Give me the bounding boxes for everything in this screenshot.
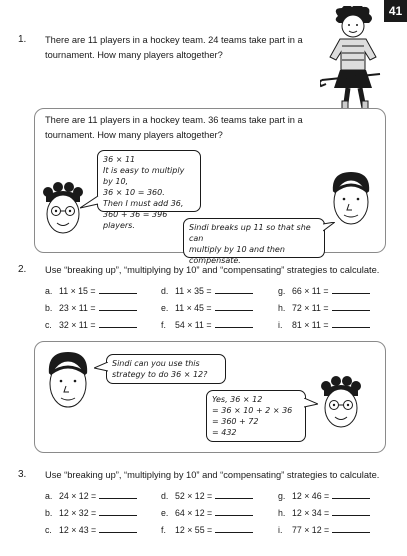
exercise-label: d. [161, 286, 169, 296]
exercise-2h [278, 302, 370, 313]
bubble-line: Then I must add 36, [103, 199, 184, 208]
exercise-label: f. [161, 525, 166, 535]
exercise-2f [161, 319, 253, 330]
bubble-line: Yes, 36 × 12 [212, 395, 263, 404]
question-2-number: 2. [18, 264, 27, 275]
exercise-3b [45, 507, 137, 518]
bubble-line: Sindi breaks up 11 so that she can [189, 223, 311, 243]
bubble-tail-icon [304, 398, 318, 410]
boy-face-illustration [43, 350, 93, 416]
answer-blank[interactable] [332, 319, 370, 328]
answer-blank[interactable] [99, 490, 137, 499]
exercise-label: a. [45, 491, 53, 501]
exercise-expression: 81 × 11 = [292, 320, 329, 330]
speech-bubble-boy-2 [106, 354, 226, 384]
question-1-text [45, 33, 325, 63]
panel-1-line-2: tournament. How many players altogether? [45, 130, 223, 140]
bubble-line: strategy to do 36 × 12? [112, 370, 208, 379]
exercise-3a [45, 490, 137, 501]
answer-blank[interactable] [332, 507, 370, 516]
exercise-expression: 12 × 43 = [59, 525, 97, 535]
question-3-text: Use “breaking up”, “multiplying by 10” and “compensating” strategies to calculate. [45, 470, 380, 480]
exercise-expression: 23 × 11 = [59, 303, 96, 313]
question-1-line-2: tournament. How many players altogether? [45, 50, 223, 60]
answer-blank[interactable] [215, 524, 253, 533]
speech-bubble-girl-2 [206, 390, 306, 442]
exercise-expression: 52 × 12 = [175, 491, 213, 501]
exercise-label: f. [161, 320, 166, 330]
answer-blank[interactable] [215, 507, 253, 516]
answer-blank[interactable] [99, 319, 137, 328]
exercise-expression: 64 × 12 = [175, 508, 213, 518]
exercise-2b [45, 302, 137, 313]
exercise-label: c. [45, 525, 52, 535]
exercise-expression: 12 × 32 = [59, 508, 97, 518]
exercise-label: e. [161, 303, 169, 313]
question-2-text: Use “breaking up”, “multiplying by 10” and “compensating” strategies to calculate. [45, 265, 380, 275]
exercise-label: i. [278, 320, 283, 330]
bubble-tail-icon [323, 222, 335, 234]
bubble-line: multiply by 10 and then [189, 245, 285, 254]
answer-blank[interactable] [332, 302, 370, 311]
exercise-expression: 12 × 55 = [175, 525, 213, 535]
exercise-2i [278, 319, 370, 330]
answer-blank[interactable] [332, 490, 370, 499]
exercise-label: b. [45, 508, 53, 518]
exercise-2d [161, 285, 253, 296]
exercise-label: h. [278, 508, 286, 518]
exercise-expression: 66 × 11 = [292, 286, 329, 296]
exercise-label: a. [45, 286, 53, 296]
panel-1-text [45, 113, 365, 143]
answer-blank[interactable] [215, 490, 253, 499]
question-1-number: 1. [18, 34, 27, 45]
exercise-label: d. [161, 491, 169, 501]
exercise-3g [278, 490, 370, 501]
bubble-line: It is easy to multiply by 10, [103, 166, 185, 186]
exercise-2c [45, 319, 137, 330]
exercise-expression: 54 × 11 = [175, 320, 212, 330]
bubble-line: Sindi can you use this [112, 359, 200, 368]
bubble-line: compensate. [189, 256, 241, 265]
exercise-expression: 11 × 35 = [175, 286, 212, 296]
exercise-3c [45, 524, 137, 535]
exercise-3f [161, 524, 253, 535]
bubble-tail-icon [94, 362, 108, 374]
exercise-2a [45, 285, 137, 296]
exercise-label: g. [278, 286, 286, 296]
speech-bubble-boy-1 [183, 218, 325, 265]
exercise-3h [278, 507, 370, 518]
exercise-label: e. [161, 508, 169, 518]
question-1-line-1: There are 11 players in a hockey team. 24 teams take part in a [45, 35, 303, 45]
page-number: 41 [384, 0, 407, 22]
bubble-line: 360 + 36 = 396 players. [103, 210, 168, 230]
exercise-label: b. [45, 303, 53, 313]
exercise-expression: 12 × 46 = [292, 491, 330, 501]
exercise-expression: 77 × 12 = [292, 525, 330, 535]
exercise-3i [278, 524, 370, 535]
answer-blank[interactable] [99, 302, 137, 311]
answer-blank[interactable] [215, 302, 253, 311]
answer-blank[interactable] [99, 285, 137, 294]
exercise-3d [161, 490, 253, 501]
exercise-2g [278, 285, 370, 296]
answer-blank[interactable] [215, 285, 253, 294]
exercise-expression: 24 × 12 = [59, 491, 97, 501]
girl-face-illustration [318, 376, 364, 434]
answer-blank[interactable] [99, 507, 137, 516]
answer-blank[interactable] [332, 524, 370, 533]
bubble-line: = 36 × 10 + 2 × 36 [212, 406, 293, 415]
answer-blank[interactable] [99, 524, 137, 533]
bubble-line: = 432 [212, 428, 237, 437]
exercise-label: i. [278, 525, 283, 535]
exercise-3e [161, 507, 253, 518]
exercise-label: h. [278, 303, 286, 313]
girl-face-illustration [40, 182, 86, 240]
panel-1-line-1: There are 11 players in a hockey team. 36 teams take part in a [45, 115, 303, 125]
exercise-2e [161, 302, 253, 313]
exercise-expression: 11 × 15 = [59, 286, 96, 296]
exercise-expression: 11 × 45 = [175, 303, 212, 313]
exercise-expression: 32 × 11 = [59, 320, 96, 330]
bubble-line: 36 × 10 = 360. [103, 188, 165, 197]
question-3-number: 3. [18, 469, 27, 480]
answer-blank[interactable] [332, 285, 370, 294]
speech-bubble-girl-1 [97, 150, 201, 230]
bubble-line: = 360 + 72 [212, 417, 259, 426]
exercise-expression: 72 × 11 = [292, 303, 329, 313]
exercise-expression: 12 × 34 = [292, 508, 330, 518]
exercise-label: g. [278, 491, 286, 501]
answer-blank[interactable] [215, 319, 253, 328]
bubble-line: 36 × 11 [103, 155, 136, 164]
exercise-label: c. [45, 320, 52, 330]
